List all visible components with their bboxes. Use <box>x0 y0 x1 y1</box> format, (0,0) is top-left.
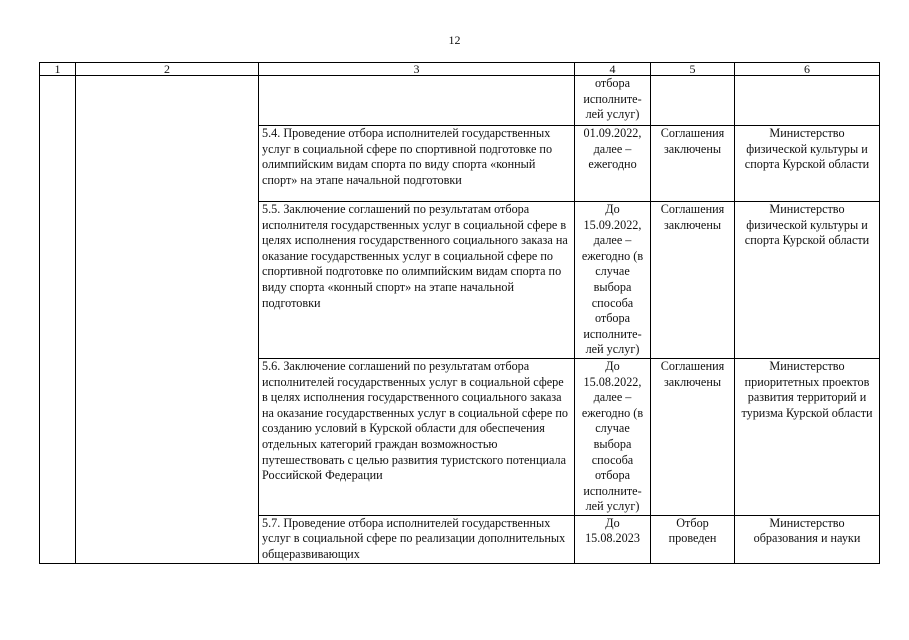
result-cell <box>651 76 735 126</box>
column-header: 5 <box>651 63 735 76</box>
responsible-cell: Министерство образования и науки <box>735 515 880 563</box>
column-header: 6 <box>735 63 880 76</box>
column-header: 2 <box>76 63 259 76</box>
column-header: 3 <box>259 63 575 76</box>
responsible-cell: Министерство приоритетных проектов развития территорий и туризма Курской области <box>735 358 880 515</box>
activity-cell: 5.7. Проведение отбора исполнителей государственных услуг в социальной сфере по реализации дополнительных общеразвивающих <box>259 515 575 563</box>
table-header-row <box>40 63 880 76</box>
activity-cell <box>259 76 575 126</box>
activity-cell: 5.4. Проведение отбора исполнителей государственных услуг в социальной сфере по спортивной подготовке по олимпийским видам спорта по виду спорта «конный спорт» на этапе начальной подготовки <box>259 126 575 202</box>
col1-cell <box>40 76 76 564</box>
responsible-cell: Министерство физической культуры и спорта Курской области <box>735 126 880 202</box>
result-cell: Отбор проведен <box>651 515 735 563</box>
col2-cell <box>76 76 259 564</box>
result-cell: Соглашения заключены <box>651 358 735 515</box>
responsible-cell <box>735 76 880 126</box>
table-row <box>40 76 880 126</box>
result-cell: Соглашения заключены <box>651 126 735 202</box>
deadline-cell: До 15.09.2022, далее – ежегодно (в случае выбора способа отбора исполните-лей услуг) <box>575 202 651 359</box>
deadline-cell: отбора исполните-лей услуг) <box>575 76 651 126</box>
responsible-cell: Министерство физической культуры и спорта Курской области <box>735 202 880 359</box>
column-header: 1 <box>40 63 76 76</box>
activity-cell: 5.6. Заключение соглашений по результатам отбора исполнителей государственных услуг в социальной сфере в целях исполнения государственного социального заказа на оказание государственных услуг в социальной сфере по созданию условий в Курской области для обеспечения отдельных категорий граждан возможностью путешествовать с целью развития туристского потенциала Российской Федерации <box>259 358 575 515</box>
deadline-cell: До 15.08.2023 <box>575 515 651 563</box>
plan-table <box>39 62 880 564</box>
page-number: 12 <box>448 33 461 47</box>
activity-cell: 5.5. Заключение соглашений по результатам отбора исполнителя государственных услуг в социальной сфере в целях исполнения государственного социального заказа на оказание государственных услуг в социальной сфере по спортивной подготовке по олимпийским видам спорта по виду спорта «конный спорт» на этапе начальной подготовки <box>259 202 575 359</box>
deadline-cell: 01.09.2022, далее – ежегодно <box>575 126 651 202</box>
result-cell: Соглашения заключены <box>651 202 735 359</box>
deadline-cell: До 15.08.2022, далее – ежегодно (в случае выбора способа отбора исполните-лей услуг) <box>575 358 651 515</box>
column-header: 4 <box>575 63 651 76</box>
